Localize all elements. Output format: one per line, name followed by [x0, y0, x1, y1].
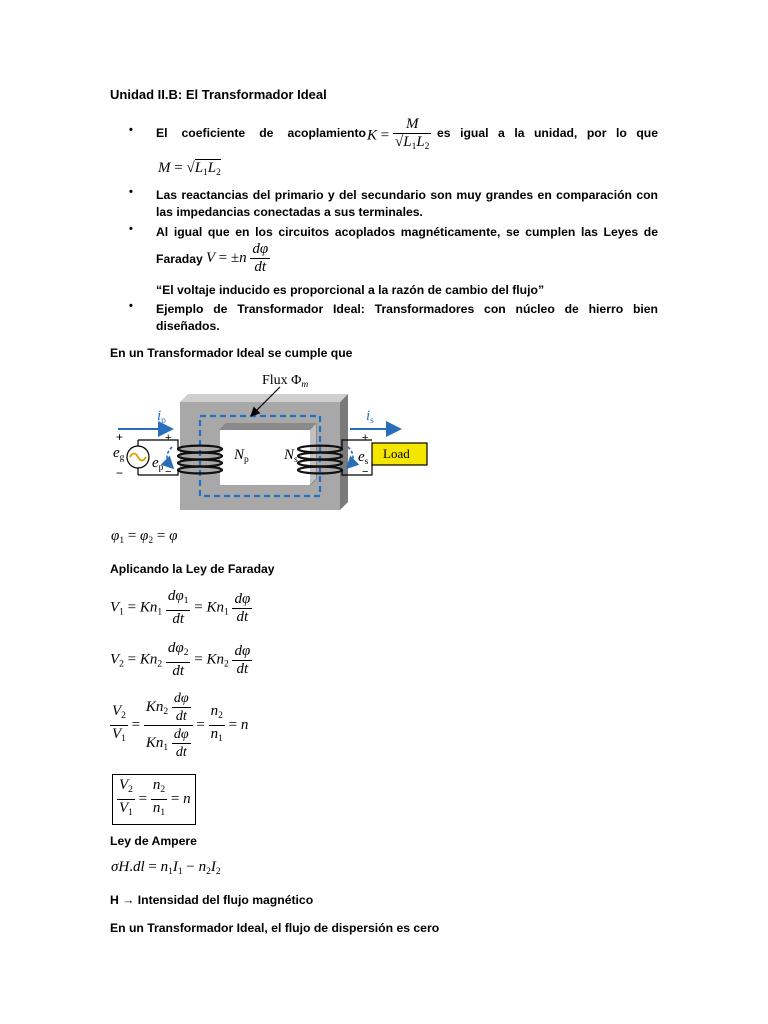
- primary-current-label: $i_p$: [157, 408, 166, 426]
- bullet-marker: •: [129, 223, 133, 235]
- primary-minus-sign: −: [165, 466, 172, 478]
- bullet-4-text: Ejemplo de Transformador Ideal: Transformadores con núcleo de hierro bien diseñados.: [156, 302, 658, 333]
- flux-equality-formula: $\varphi_1 = \varphi_2 = \varphi$: [111, 528, 178, 546]
- core-side-face: [340, 394, 348, 510]
- ampere-law-formula: $\sigma H.dl = n_1I_1 - n_2I_2$: [111, 859, 221, 877]
- primary-emf-label: $e_p$: [152, 455, 164, 473]
- voltage-ratio-derivation: $\frac{V_2}{V_1}$ = $Kn_2$ $\frac{d\varphi}{dt}$ $Kn_1$ $\frac{d\varphi}{dt}$ = $\frac{n_2}{n_1}$ = n: [112, 691, 249, 760]
- bullet-2-text: Las reactancias del primario y del secundario son muy grandes en comparación con las impedancias conectadas a sus terminales.: [156, 188, 658, 219]
- secondary-plus-sign: +: [362, 432, 369, 444]
- secondary-minus-sign: −: [362, 466, 369, 478]
- core-top-face: [180, 394, 348, 402]
- section-ampere-heading: Ley de Ampere: [110, 834, 197, 848]
- h-definition: H → Intensidad del flujo magnético: [110, 893, 314, 907]
- voltage-ratio-result-box: $\frac{V_2}{V_1}$ = $\frac{n_2}{n_1}$ = n: [112, 774, 196, 825]
- bullet-1-suffix: es igual a la unidad, por lo que: [437, 126, 658, 140]
- section-ideal-heading: En un Transformador Ideal se cumple que: [110, 346, 353, 360]
- bullet-marker: •: [129, 300, 133, 312]
- source-plus-sign: +: [116, 430, 124, 444]
- bullet-3-faraday: Faraday: [156, 252, 203, 266]
- load-label: Load: [383, 446, 410, 461]
- secondary-emf-label: $e_s$: [358, 449, 369, 467]
- v2-formula: $V_2 = Kn_2$ $\frac{d\varphi_2}{dt}$ = $Kn_2$ $\frac{d\varphi}{dt}$: [110, 640, 251, 679]
- source-voltage-label: $e_g$: [113, 445, 125, 463]
- secondary-current-label: $i_s$: [366, 408, 374, 426]
- mutual-inductance-formula: $M = √L_1L_2$: [158, 160, 221, 178]
- leakage-flux-statement: En un Transformador Ideal, el flujo de dispersión es cero: [110, 921, 440, 935]
- primary-turns-label: $N_p$: [234, 447, 249, 465]
- bullet-1-prefix: El coeficiente de acoplamiento: [156, 126, 366, 140]
- page-title: Unidad II.B: El Transformador Ideal: [110, 87, 327, 102]
- section-faraday-heading: Aplicando la Ley de Faraday: [110, 562, 275, 576]
- secondary-turns-label: $N_s$: [284, 447, 298, 465]
- bullet-3-line1: Al igual que en los circuitos acoplados magnéticamente, se cumplen las Leyes de: [156, 225, 658, 239]
- bullet-marker: •: [129, 186, 133, 198]
- bullet-marker: •: [129, 124, 133, 136]
- coupling-coefficient-formula: K = $\frac{M}{√L_1L_2}$: [367, 116, 430, 152]
- primary-plus-sign: +: [165, 432, 172, 444]
- faraday-law-formula: V = ±n $\frac{d\varphi}{dt}$: [206, 241, 269, 275]
- v1-formula: $V_1 = Kn_1$ $\frac{d\varphi_1}{dt}$ = $Kn_1$ $\frac{d\varphi}{dt}$: [110, 588, 251, 627]
- source-minus-sign: −: [116, 466, 124, 480]
- faraday-quote: “El voltaje inducido es proporcional a la razón de cambio del flujo”: [156, 283, 545, 297]
- flux-label: Flux $\Phi_m$: [262, 373, 309, 390]
